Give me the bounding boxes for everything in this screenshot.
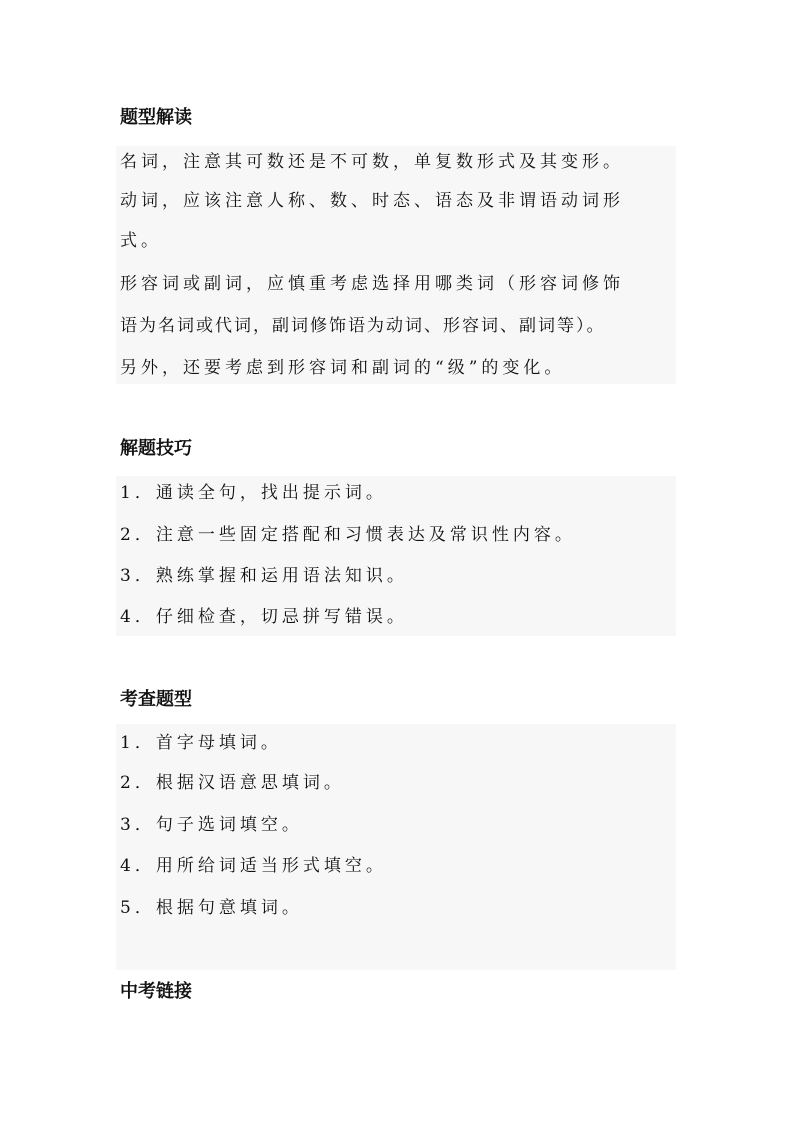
section-heading-link: 中考链接 bbox=[120, 981, 192, 1002]
types-block bbox=[116, 724, 676, 970]
interpretation-line-2: 动词，应该注意人称、数、时态、语态及非谓语动词形 bbox=[120, 191, 624, 211]
interpretation-line-4: 形容词或副词，应慎重考虑选择用哪类词（形容词修饰 bbox=[120, 274, 624, 294]
interpretation-line-3: 式。 bbox=[120, 231, 162, 251]
types-line-1: 1．首字母填词。 bbox=[120, 733, 282, 753]
interpretation-line-1: 名词，注意其可数还是不可数，单复数形式及其变形。 bbox=[120, 152, 624, 172]
interpretation-block bbox=[116, 146, 676, 384]
interpretation-line-6: 另外，还要考虑到形容词和副词的“级”的变化。 bbox=[120, 358, 566, 378]
types-line-3: 3．句子选词填空。 bbox=[120, 815, 303, 835]
section-heading-interpretation: 题型解读 bbox=[120, 107, 192, 128]
types-line-5: 5．根据句意填词。 bbox=[120, 898, 303, 918]
tips-line-2: 2．注意一些固定搭配和习惯表达及常识性内容。 bbox=[120, 525, 576, 545]
types-line-4: 4．用所给词适当形式填空。 bbox=[120, 856, 387, 876]
tips-line-3: 3．熟练掌握和运用语法知识。 bbox=[120, 566, 408, 586]
tips-line-1: 1．通读全句，找出提示词。 bbox=[120, 483, 387, 503]
section-heading-types: 考查题型 bbox=[120, 689, 192, 710]
section-heading-tips: 解题技巧 bbox=[120, 438, 192, 459]
tips-line-4: 4．仔细检查，切忌拼写错误。 bbox=[120, 607, 408, 627]
interpretation-line-5: 语为名词或代词，副词修饰语为动词、形容词、副词等）。 bbox=[120, 316, 606, 336]
types-line-2: 2．根据汉语意思填词。 bbox=[120, 773, 345, 793]
